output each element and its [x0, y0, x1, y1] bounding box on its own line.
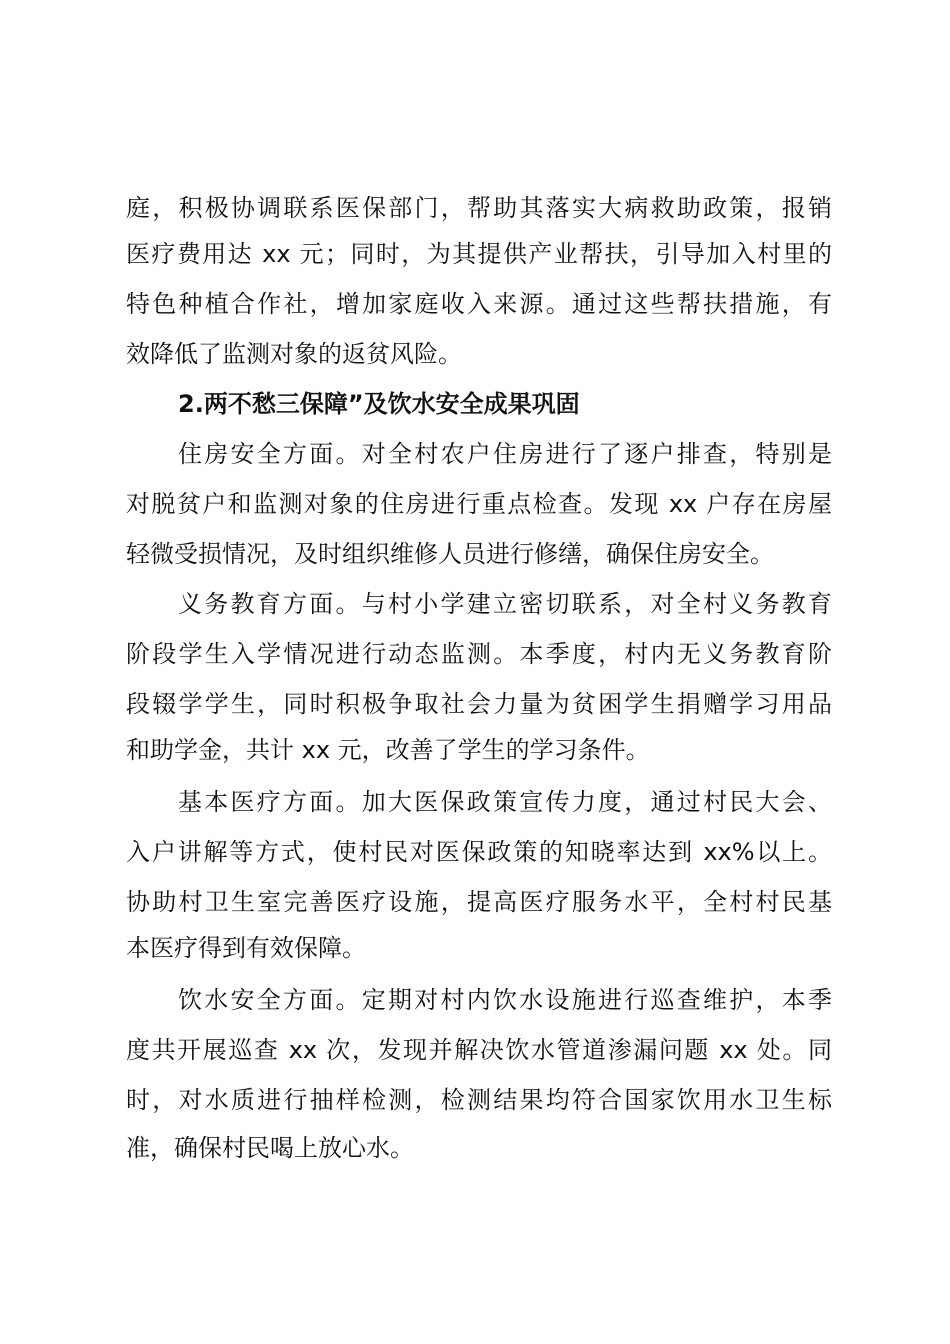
text-line: 入户讲解等方式，使村民对医保政策的知晓率达到 xx%以上。 — [126, 838, 832, 866]
text-line: 义务教育方面。与村小学建立密切联系，对全村义务教育 — [178, 590, 832, 618]
text-line: 本医疗得到有效保障。 — [126, 934, 366, 962]
text-line: 住房安全方面。对全村农户住房进行了逐户排查，特别是 — [178, 440, 832, 468]
text-line: 效降低了监测对象的返贫风险。 — [126, 340, 462, 368]
text-line: 阶段学生入学情况进行动态监测。本季度，村内无义务教育阶 — [126, 640, 832, 668]
section-heading: 2.两不愁三保障”及饮水安全成果巩固 — [178, 390, 580, 418]
text-line: 协助村卫生室完善医疗设施，提高医疗服务水平，全村村民基 — [126, 888, 832, 916]
text-line: 对脱贫户和监测对象的住房进行重点检查。发现 xx 户存在房屋 — [126, 490, 832, 518]
text-line: 特色种植合作社，增加家庭收入来源。通过这些帮扶措施，有 — [126, 290, 832, 318]
text-line: 饮水安全方面。定期对村内饮水设施进行巡查维护，本季 — [178, 986, 832, 1014]
text-line: 庭，积极协调联系医保部门，帮助其落实大病救助政策，报销 — [126, 194, 832, 222]
text-line: 段辍学学生，同时积极争取社会力量为贫困学生捐赠学习用品 — [126, 690, 832, 718]
text-line: 度共开展巡查 xx 次，发现并解决饮水管道渗漏问题 xx 处。同 — [126, 1036, 832, 1064]
text-line: 和助学金，共计 xx 元，改善了学生的学习条件。 — [126, 736, 650, 764]
text-line: 时，对水质进行抽样检测，检测结果均符合国家饮用水卫生标 — [126, 1086, 832, 1114]
text-line: 基本医疗方面。加大医保政策宣传力度，通过村民大会、 — [178, 788, 832, 816]
text-line: 医疗费用达 xx 元；同时，为其提供产业帮扶，引导加入村里的 — [126, 240, 832, 268]
text-line: 准，确保村民喝上放心水。 — [126, 1134, 414, 1162]
text-line: 轻微受损情况，及时组织维修人员进行修缮，确保住房安全。 — [126, 540, 774, 568]
